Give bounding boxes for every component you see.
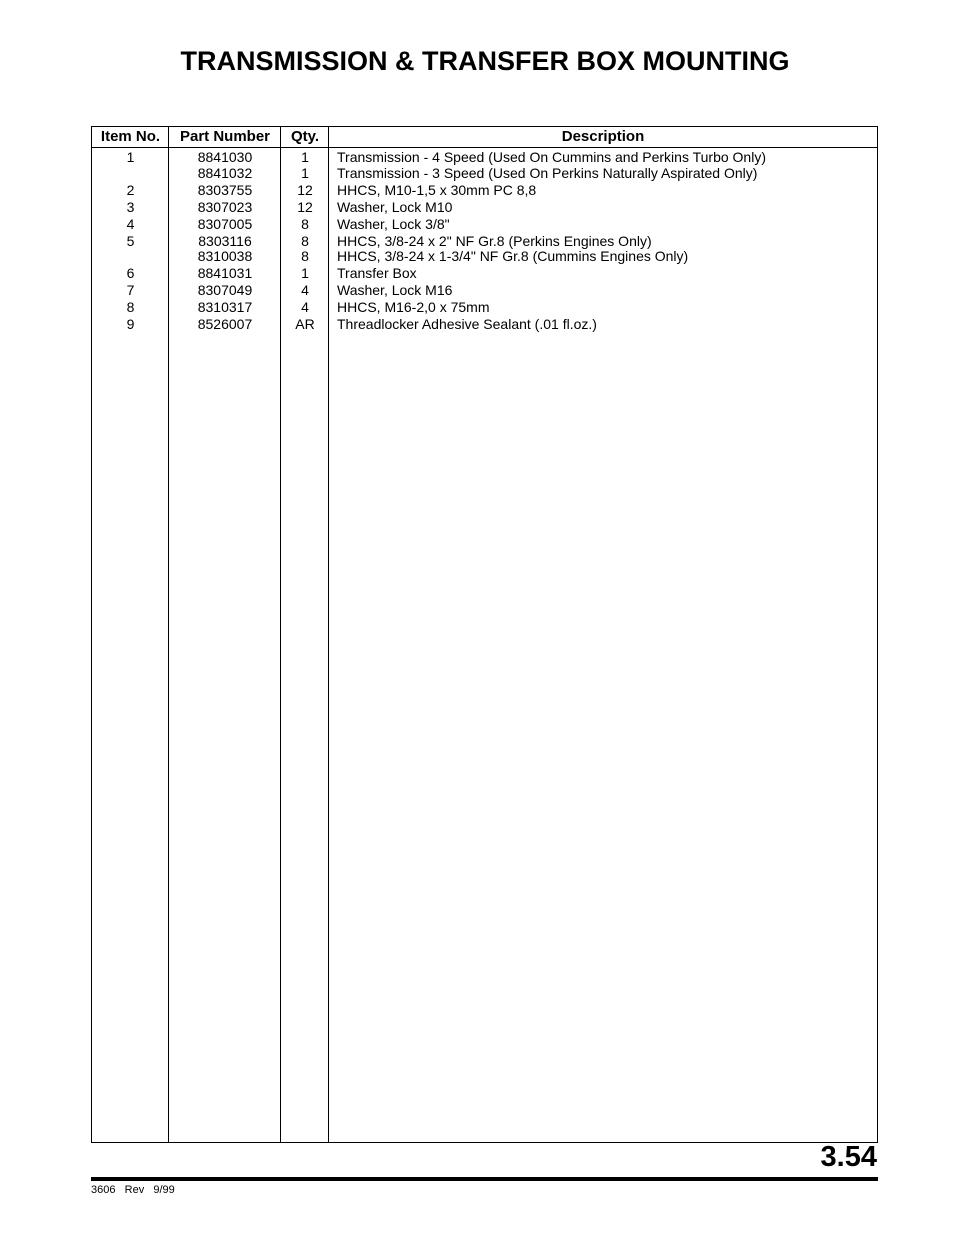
item-number: 5 — [126, 232, 135, 249]
table-row — [92, 217, 877, 233]
table-row — [92, 266, 877, 282]
table-row — [92, 317, 877, 333]
quantity: 1 — [301, 265, 309, 281]
header-description: Description — [561, 128, 645, 145]
item-number: 1 — [126, 149, 135, 165]
parts-table — [91, 126, 878, 1143]
table-row — [92, 234, 877, 250]
part-number: 8310317 — [197, 299, 253, 315]
description: Transmission - 3 Speed (Used On Perkins Naturally Aspirated Only) — [337, 164, 758, 181]
item-number: 4 — [126, 215, 135, 232]
item-number: 7 — [126, 282, 135, 298]
part-number: 8310038 — [197, 248, 253, 264]
item-number: 3 — [126, 198, 135, 215]
description: HHCS, 3/8-24 x 2" NF Gr.8 (Perkins Engines Only) — [337, 232, 652, 249]
part-number: 8841031 — [197, 265, 253, 281]
page-title: TRANSMISSION & TRANSFER BOX MOUNTING — [180, 46, 790, 76]
table-row — [92, 166, 877, 182]
description: HHCS, M10-1,5 x 30mm PC 8,8 — [337, 181, 537, 198]
description: HHCS, 3/8-24 x 1-3/4" NF Gr.8 (Cummins Engines Only) — [337, 248, 689, 264]
item-number: 6 — [126, 265, 135, 281]
table-row — [92, 150, 877, 166]
quantity: 8 — [301, 248, 309, 264]
header-qty: Qty. — [290, 128, 320, 145]
quantity: 4 — [301, 299, 309, 315]
table-body — [92, 150, 877, 333]
part-number: 8841030 — [197, 149, 253, 165]
page-number: 3.54 — [820, 1141, 877, 1173]
quantity: AR — [295, 316, 315, 332]
footer-revision: 3606 Rev 9/99 — [91, 1184, 175, 1196]
quantity: 12 — [297, 181, 313, 198]
description: HHCS, M16-2,0 x 75mm — [337, 299, 490, 315]
quantity: 8 — [301, 215, 309, 232]
quantity: 4 — [301, 282, 309, 298]
item-number: 2 — [126, 181, 135, 198]
quantity: 12 — [297, 198, 313, 215]
description: Transmission - 4 Speed (Used On Cummins and Perkins Turbo Only) — [337, 149, 766, 165]
header-part-number: Part Number — [179, 128, 271, 145]
table-row — [92, 249, 877, 265]
table-header — [92, 127, 877, 148]
part-number: 8303755 — [197, 181, 253, 198]
description: Threadlocker Adhesive Sealant (.01 fl.oz.) — [337, 316, 597, 332]
quantity: 8 — [301, 232, 309, 249]
description: Washer, Lock M10 — [337, 198, 453, 215]
part-number: 8303116 — [198, 232, 252, 249]
description: Washer, Lock 3/8" — [337, 215, 450, 232]
part-number: 8307023 — [197, 198, 253, 215]
part-number: 8526007 — [197, 316, 253, 332]
header-item-no: Item No. — [100, 128, 161, 145]
table-row — [92, 283, 877, 299]
quantity: 1 — [301, 149, 309, 165]
part-number: 8307005 — [197, 215, 253, 232]
table-row — [92, 200, 877, 216]
part-number: 8307049 — [197, 282, 253, 298]
description: Transfer Box — [337, 265, 417, 281]
footer-rule — [91, 1177, 878, 1181]
table-row — [92, 183, 877, 199]
table-row — [92, 300, 877, 316]
part-number: 8841032 — [197, 164, 253, 181]
quantity: 1 — [301, 164, 309, 181]
item-number: 9 — [126, 316, 135, 332]
description: Washer, Lock M16 — [337, 282, 453, 298]
item-number: 8 — [126, 299, 135, 315]
